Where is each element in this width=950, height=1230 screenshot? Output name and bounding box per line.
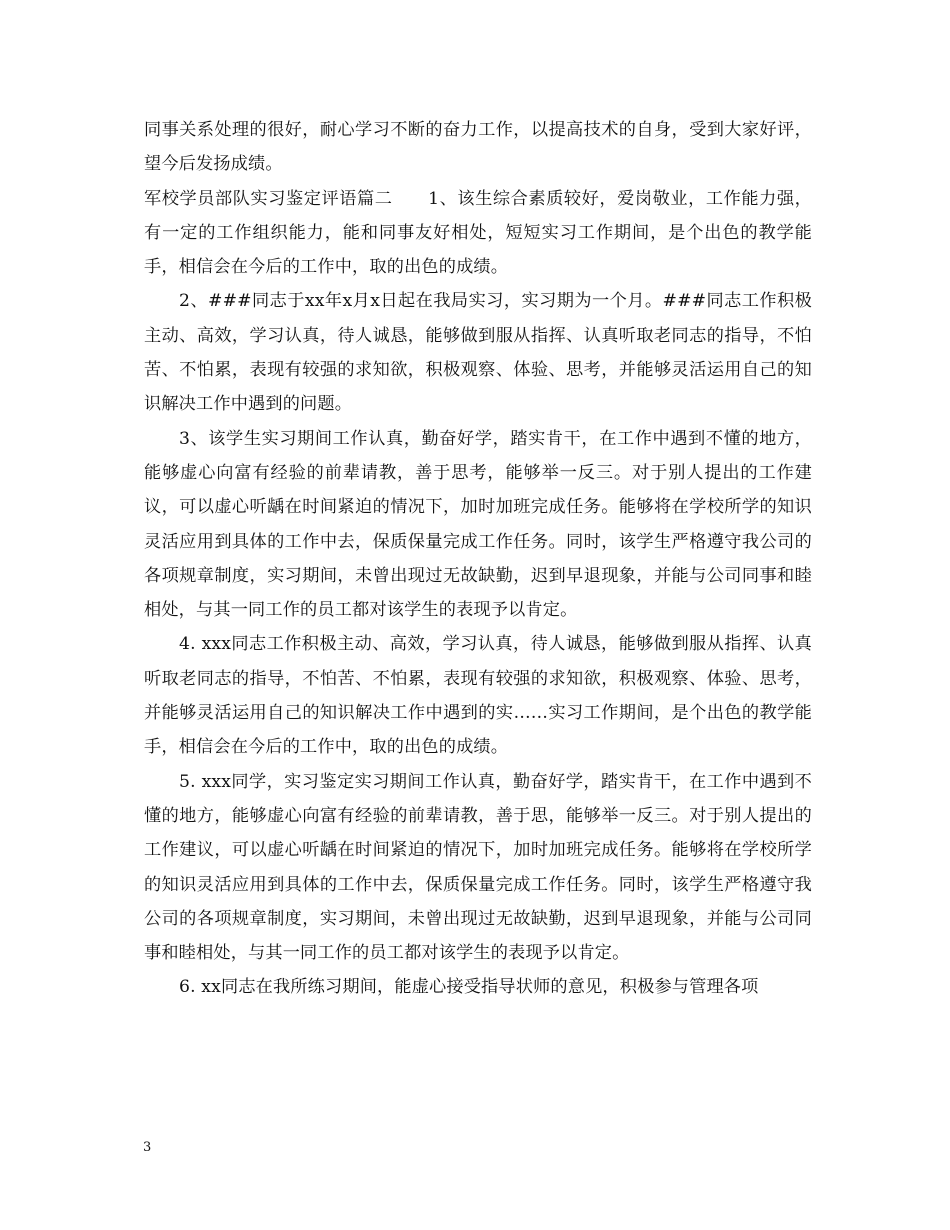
- body-text: [144, 113, 812, 1005]
- page-number: 3: [143, 1140, 152, 1155]
- paragraph-3: 2、###同志于xx年x月x日起在我局实习，实习期为一个月。###同志工作积极主动、高效，学习认真，待人诚恳，能够做到服从指挥、认真听取老同志的指导，不怕苦、不怕累，表现有较强的求知欲，积极观察、体验、思考，并能够灵活运用自己的知识解决工作中遇到的问题。: [144, 291, 812, 415]
- paragraph-1: 同事关系处理的很好，耐心学习不断的奋力工作，以提高技术的自身，受到大家好评，望今后发扬成绩。: [144, 120, 812, 175]
- paragraph-2: 军校学员部队实习鉴定评语篇二 1、该生综合素质较好，爱岗敬业，工作能力强，有一定的工作组织能力，能和同事友好相处，短短实习工作期间，是个出色的教学能手，相信会在今后的工作中，取的出色的成绩。: [144, 188, 812, 278]
- paragraph-4: 3、该学生实习期间工作认真，勤奋好学，踏实肯干，在工作中遇到不懂的地方，能够虚心向富有经验的前辈请教，善于思考，能够举一反三。对于别人提出的工作建议，可以虚心听龋在时间紧迫的情况下，加时加班完成任务。能够将在学校所学的知识灵活应用到具体的工作中去，保质保量完成工作任务。同时，该学生严格遵守我公司的各项规章制度，实习期间，未曾出现过无故缺勤，迟到早退现象，并能与公司同事和睦相处，与其一同工作的员工都对该学生的表现予以肯定。: [144, 428, 812, 621]
- paragraph-5: 4. xxx同志工作积极主动、高效，学习认真，待人诚恳，能够做到服从指挥、认真听取老同志的指导，不怕苦、不怕累，表现有较强的求知欲，积极观察、体验、思考，并能够灵活运用自己的知识解决工作中遇到的实……实习工作期间，是个出色的教学能手，相信会在今后的工作中，取的出色的成绩。: [144, 634, 812, 758]
- paragraph-7: 6. xx同志在我所练习期间，能虚心接受指导状师的意见，积极参与管理各项: [179, 977, 759, 998]
- paragraph-6: 5. xxx同学，实习鉴定实习期间工作认真，勤奋好学，踏实肯干，在工作中遇到不懂的地方，能够虚心向富有经验的前辈请教，善于思，能够举一反三。对于别人提出的工作建议，可以虚心听龋在时间紧迫的情况下，加时加班完成任务。能够将在学校所学的知识灵活应用到具体的工作中去，保质保量完成工作任务。同时，该学生严格遵守我公司的各项规章制度，实习期间，未曾出现过无故缺勤，迟到早退现象，并能与公司同事和睦相处，与其一同工作的员工都对该学生的表现予以肯定。: [144, 771, 812, 964]
